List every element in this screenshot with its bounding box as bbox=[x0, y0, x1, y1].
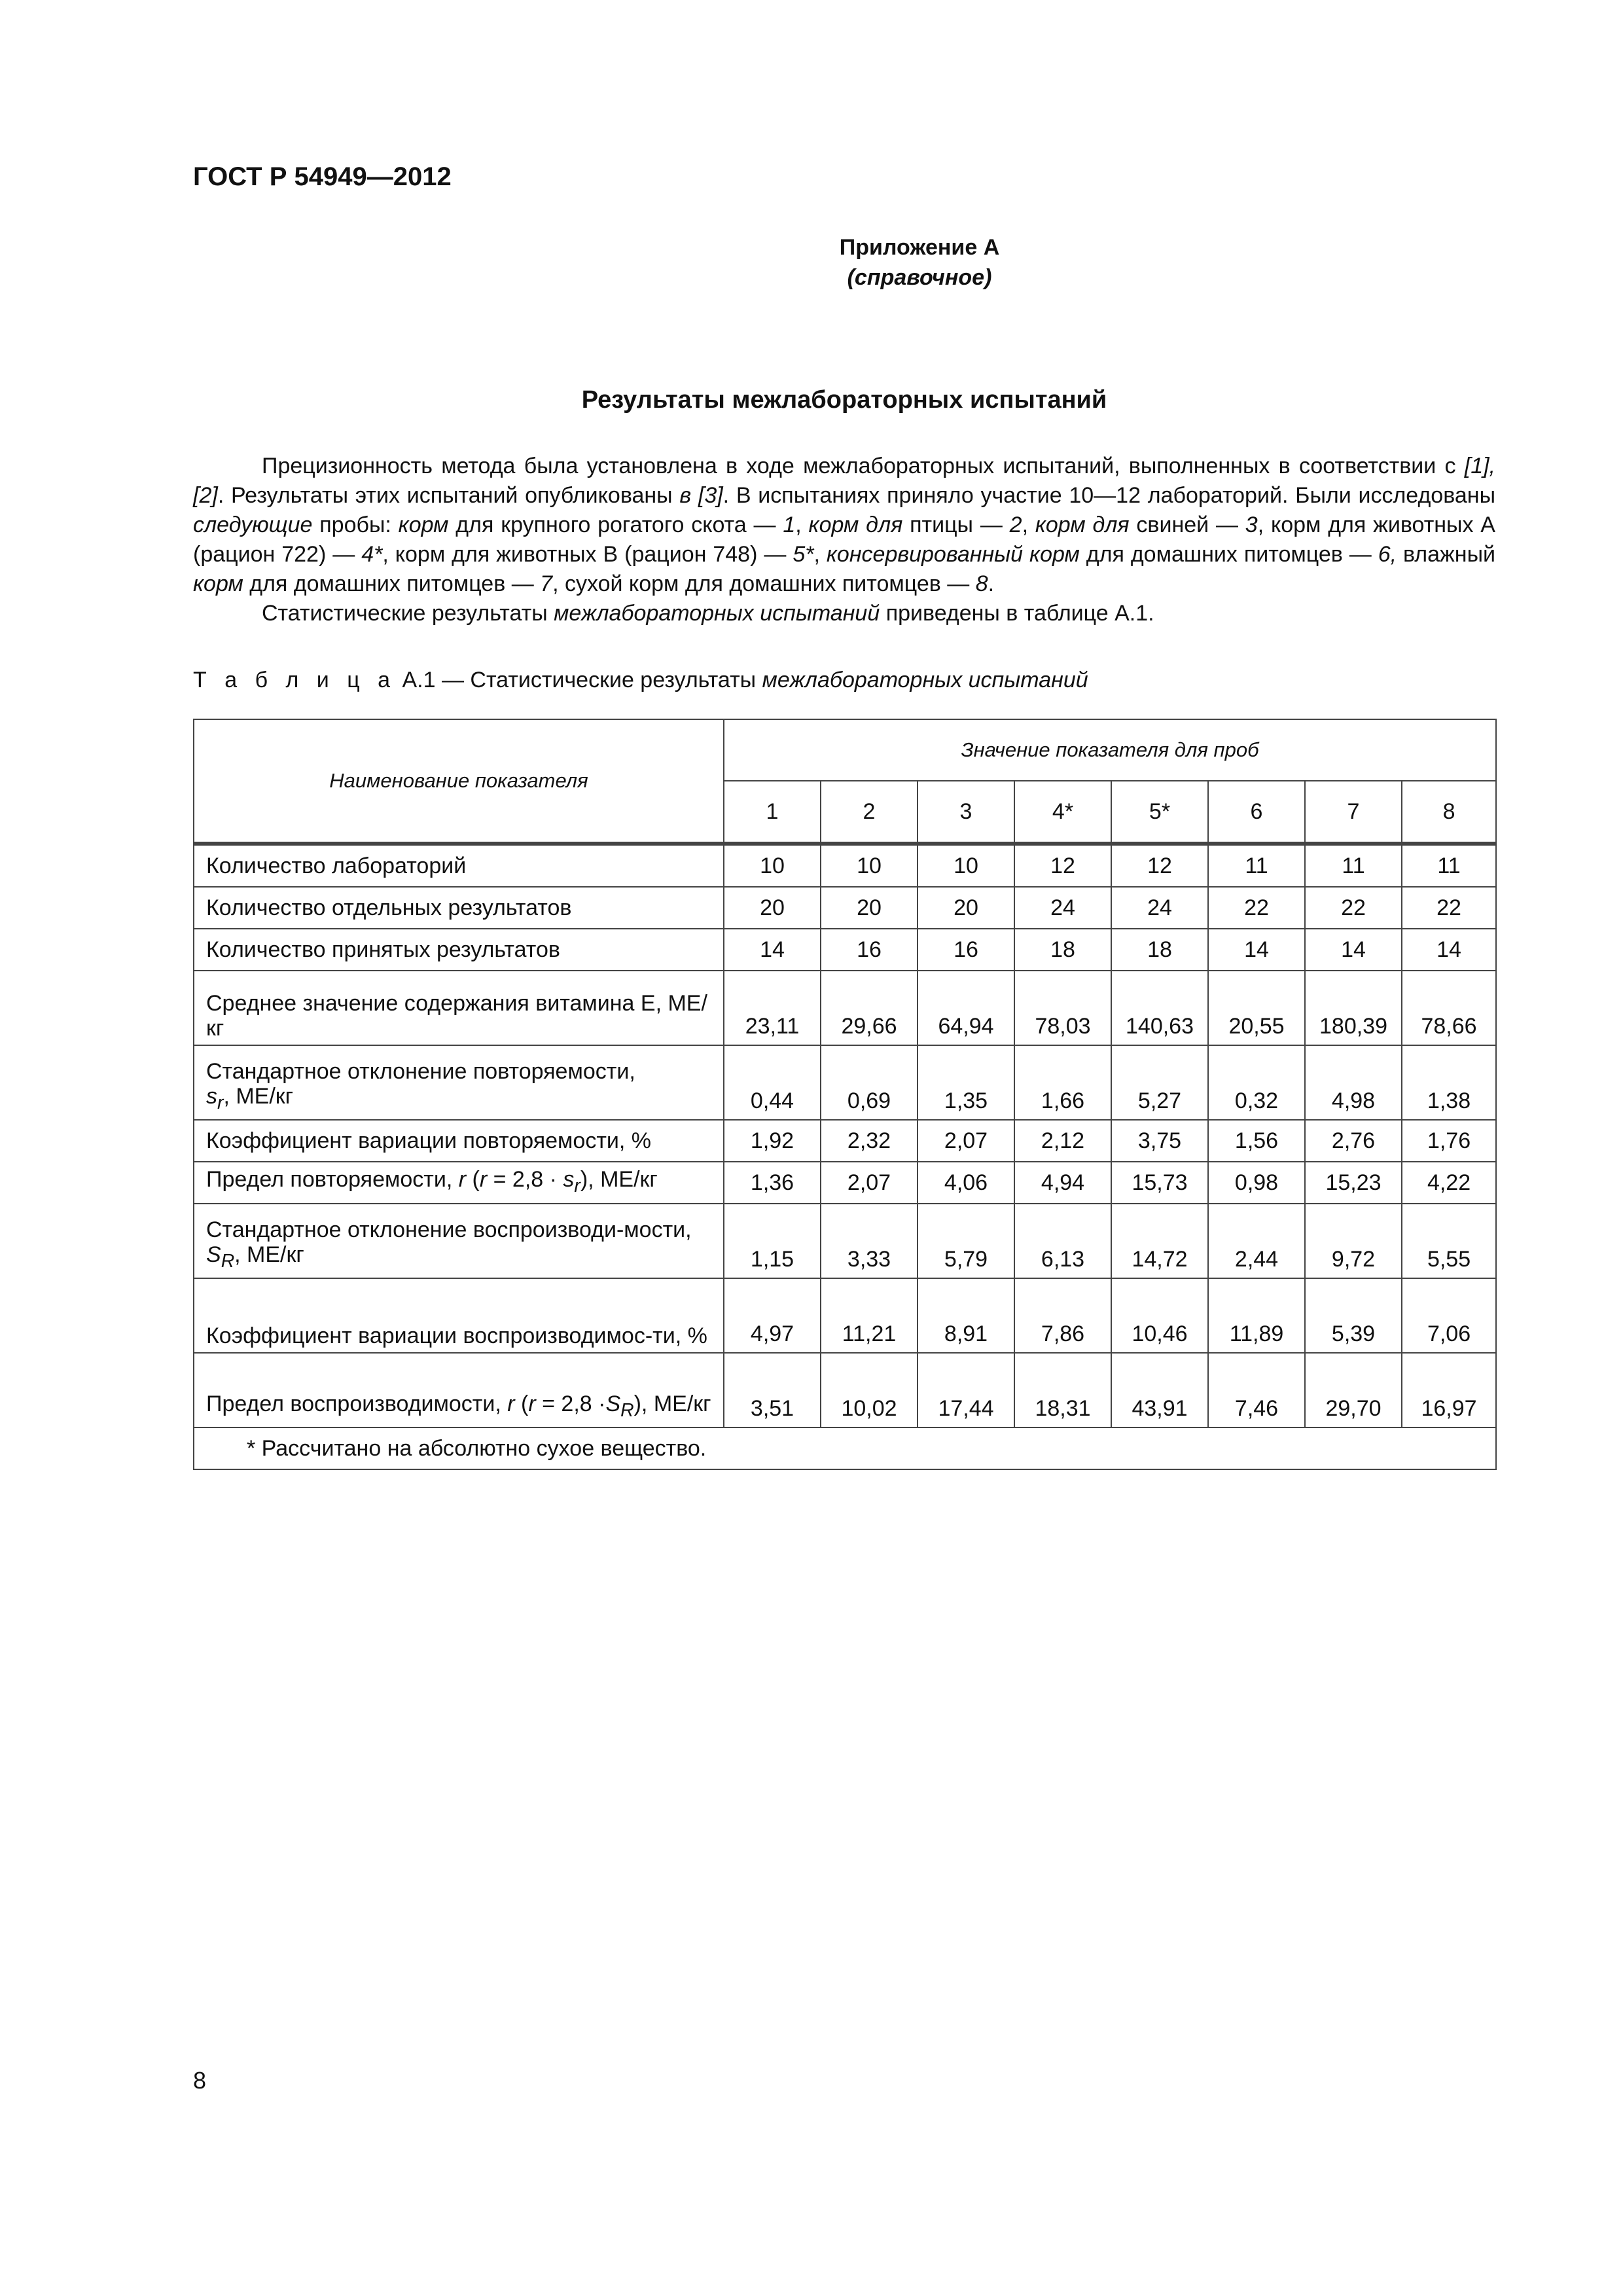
table-row bbox=[194, 1353, 1496, 1427]
row-label: Предел повторяемости, r $(r = 2,8 \cdot s_r)$, МЕ/кг bbox=[194, 1162, 724, 1204]
table-cell: 16 bbox=[821, 929, 918, 971]
table-cell: 12 bbox=[1014, 844, 1111, 887]
table-cell: 22 bbox=[1208, 887, 1305, 929]
table-cell: 9,72 bbox=[1305, 1204, 1402, 1278]
table-cell: 4,98 bbox=[1305, 1045, 1402, 1120]
table-cell: 29,70 bbox=[1305, 1353, 1402, 1427]
table-cell: 29,66 bbox=[821, 971, 918, 1045]
table-cell: 18 bbox=[1111, 929, 1208, 971]
table-cell: 20 bbox=[724, 887, 821, 929]
table-cell: 3,75 bbox=[1111, 1120, 1208, 1162]
table-cell: 64,94 bbox=[918, 971, 1014, 1045]
table-cell: 140,63 bbox=[1111, 971, 1208, 1045]
table-cell: 14 bbox=[724, 929, 821, 971]
body-text bbox=[193, 452, 1495, 628]
table-cell: 3,33 bbox=[821, 1204, 918, 1278]
header-indicator-name: Наименование показателя bbox=[194, 719, 724, 844]
table-cell: 7,86 bbox=[1014, 1278, 1111, 1353]
table-footnote-row bbox=[194, 1427, 1496, 1469]
table-cell: 14 bbox=[1208, 929, 1305, 971]
appendix-subtitle: (справочное) bbox=[847, 265, 992, 290]
table-cell: 11 bbox=[1402, 844, 1496, 887]
standard-number: ГОСТ Р 54949—2012 bbox=[193, 162, 452, 191]
header-sample: 2 bbox=[821, 781, 918, 844]
table-row bbox=[194, 929, 1496, 971]
row-label: Предел воспроизводимости, r $(r = 2,8 \cdot S_R)$, МЕ/кг bbox=[194, 1353, 724, 1427]
table-cell: 4,22 bbox=[1402, 1162, 1496, 1204]
table-cell: 10,46 bbox=[1111, 1278, 1208, 1353]
paragraph-statistics: Статистические результаты межлабораторных испытаний приведены в таблице А.1. bbox=[262, 601, 1154, 626]
table-cell: 0,69 bbox=[821, 1045, 918, 1120]
table-footnote: * Рассчитано на абсолютно сухое вещество. bbox=[194, 1427, 1496, 1469]
table-cell: 2,07 bbox=[821, 1162, 918, 1204]
row-label: Среднее значение содержания витамина Е, МЕ/кг bbox=[194, 971, 724, 1045]
table-cell: 22 bbox=[1402, 887, 1496, 929]
table-row bbox=[194, 1120, 1496, 1162]
table-cell: 20,55 bbox=[1208, 971, 1305, 1045]
table-cell: 1,35 bbox=[918, 1045, 1014, 1120]
table-cell: 11 bbox=[1208, 844, 1305, 887]
row-label: Количество лабораторий bbox=[194, 844, 724, 887]
table-row bbox=[194, 887, 1496, 929]
header-sample: 4* bbox=[1014, 781, 1111, 844]
table-cell: 1,38 bbox=[1402, 1045, 1496, 1120]
row-label: Стандартное отклонение повторяемости, $s_r$, МЕ/кг bbox=[194, 1045, 724, 1120]
table-cell: 5,27 bbox=[1111, 1045, 1208, 1120]
table-cell: 16 bbox=[918, 929, 1014, 971]
appendix-title: Приложение А bbox=[839, 235, 1000, 260]
table-row bbox=[194, 1278, 1496, 1353]
section-title: Результаты межлабораторных испытаний bbox=[581, 386, 1107, 414]
table-cell: 11 bbox=[1305, 844, 1402, 887]
table-row bbox=[194, 1204, 1496, 1278]
table-cell: 11,21 bbox=[821, 1278, 918, 1353]
table-cell: 14 bbox=[1305, 929, 1402, 971]
results-table bbox=[193, 719, 1497, 1470]
table-cell: 17,44 bbox=[918, 1353, 1014, 1427]
row-label: Коэффициент вариации повторяемости, % bbox=[194, 1120, 724, 1162]
table-cell: 78,66 bbox=[1402, 971, 1496, 1045]
table-cell: 1,76 bbox=[1402, 1120, 1496, 1162]
table-cell: 14 bbox=[1402, 929, 1496, 971]
header-sample: 5* bbox=[1111, 781, 1208, 844]
table-cell: 0,32 bbox=[1208, 1045, 1305, 1120]
table-cell: 16,97 bbox=[1402, 1353, 1496, 1427]
table-cell: 5,39 bbox=[1305, 1278, 1402, 1353]
table-cell: 14,72 bbox=[1111, 1204, 1208, 1278]
table-cell: 0,44 bbox=[724, 1045, 821, 1120]
table-cell: 24 bbox=[1111, 887, 1208, 929]
table-row bbox=[194, 1162, 1496, 1204]
table-cell: 20 bbox=[821, 887, 918, 929]
table-cell: 180,39 bbox=[1305, 971, 1402, 1045]
table-cell: 1,66 bbox=[1014, 1045, 1111, 1120]
row-label: Количество отдельных результатов bbox=[194, 887, 724, 929]
table-cell: 1,92 bbox=[724, 1120, 821, 1162]
table-cell: 2,32 bbox=[821, 1120, 918, 1162]
table-cell: 5,55 bbox=[1402, 1204, 1496, 1278]
table-cell: 15,23 bbox=[1305, 1162, 1402, 1204]
row-label: Коэффициент вариации воспроизводимос-ти, % bbox=[194, 1278, 724, 1353]
table-cell: 7,06 bbox=[1402, 1278, 1496, 1353]
table-cell: 4,94 bbox=[1014, 1162, 1111, 1204]
appendix-heading bbox=[0, 232, 1623, 293]
table-cell: 22 bbox=[1305, 887, 1402, 929]
table-cell: 10 bbox=[918, 844, 1014, 887]
table-cell: 3,51 bbox=[724, 1353, 821, 1427]
table-cell: 18,31 bbox=[1014, 1353, 1111, 1427]
table-cell: 1,56 bbox=[1208, 1120, 1305, 1162]
table-cell: 1,15 bbox=[724, 1204, 821, 1278]
table-cell: 11,89 bbox=[1208, 1278, 1305, 1353]
table-cell: 12 bbox=[1111, 844, 1208, 887]
table-cell: 0,98 bbox=[1208, 1162, 1305, 1204]
table-cell: 2,07 bbox=[918, 1120, 1014, 1162]
table-cell: 23,11 bbox=[724, 971, 821, 1045]
table-cell: 2,76 bbox=[1305, 1120, 1402, 1162]
table-cell: 5,79 bbox=[918, 1204, 1014, 1278]
table-cell: 4,97 bbox=[724, 1278, 821, 1353]
page-number: 8 bbox=[193, 2067, 207, 2094]
table-cell: 7,46 bbox=[1208, 1353, 1305, 1427]
header-sample: 8 bbox=[1402, 781, 1496, 844]
table-row bbox=[194, 1045, 1496, 1120]
table-cell: 4,06 bbox=[918, 1162, 1014, 1204]
header-sample: 6 bbox=[1208, 781, 1305, 844]
table-cell: 10 bbox=[724, 844, 821, 887]
table-cell: 1,36 bbox=[724, 1162, 821, 1204]
table-cell: 6,13 bbox=[1014, 1204, 1111, 1278]
table-cell: 10,02 bbox=[821, 1353, 918, 1427]
table-cell: 8,91 bbox=[918, 1278, 1014, 1353]
table-cell: 18 bbox=[1014, 929, 1111, 971]
table-row bbox=[194, 844, 1496, 887]
header-sample: 1 bbox=[724, 781, 821, 844]
table-cell: 2,44 bbox=[1208, 1204, 1305, 1278]
table-cell: 78,03 bbox=[1014, 971, 1111, 1045]
paragraph-precision: Прецизионность метода была установлена в ходе межлабораторных испытаний, выполненных в соответствии с [1], [2]. Результаты этих испытаний опубликованы в [3]. В испытаниях приняло участие 10—12 лабораторий. Были исследованы следующие пробы: корм для крупного рогатого скота — 1, корм для птицы — 2, корм для свиней — 3, корм для животных А (рацион 722) — 4*, корм для животных В (рацион 748) — 5*, консервированный корм для домашних питомцев — 6, влажный корм для домашних питомцев — 7, сухой корм для домашних питомцев — 8. bbox=[193, 454, 1496, 596]
table-cell: 10 bbox=[821, 844, 918, 887]
table-caption: Т а б л и ц а А.1 — Статистические результаты межлабораторных испытаний bbox=[193, 668, 1088, 692]
header-sample: 7 bbox=[1305, 781, 1402, 844]
row-label: Количество принятых результатов bbox=[194, 929, 724, 971]
header-sample-values: Значение показателя для проб bbox=[724, 719, 1496, 781]
table-cell: 43,91 bbox=[1111, 1353, 1208, 1427]
header-sample: 3 bbox=[918, 781, 1014, 844]
row-label: Стандартное отклонение воспроизводи-мости, $S_R$, МЕ/кг bbox=[194, 1204, 724, 1278]
table-cell: 20 bbox=[918, 887, 1014, 929]
table-row bbox=[194, 971, 1496, 1045]
table-cell: 15,73 bbox=[1111, 1162, 1208, 1204]
table-cell: 2,12 bbox=[1014, 1120, 1111, 1162]
table-cell: 24 bbox=[1014, 887, 1111, 929]
